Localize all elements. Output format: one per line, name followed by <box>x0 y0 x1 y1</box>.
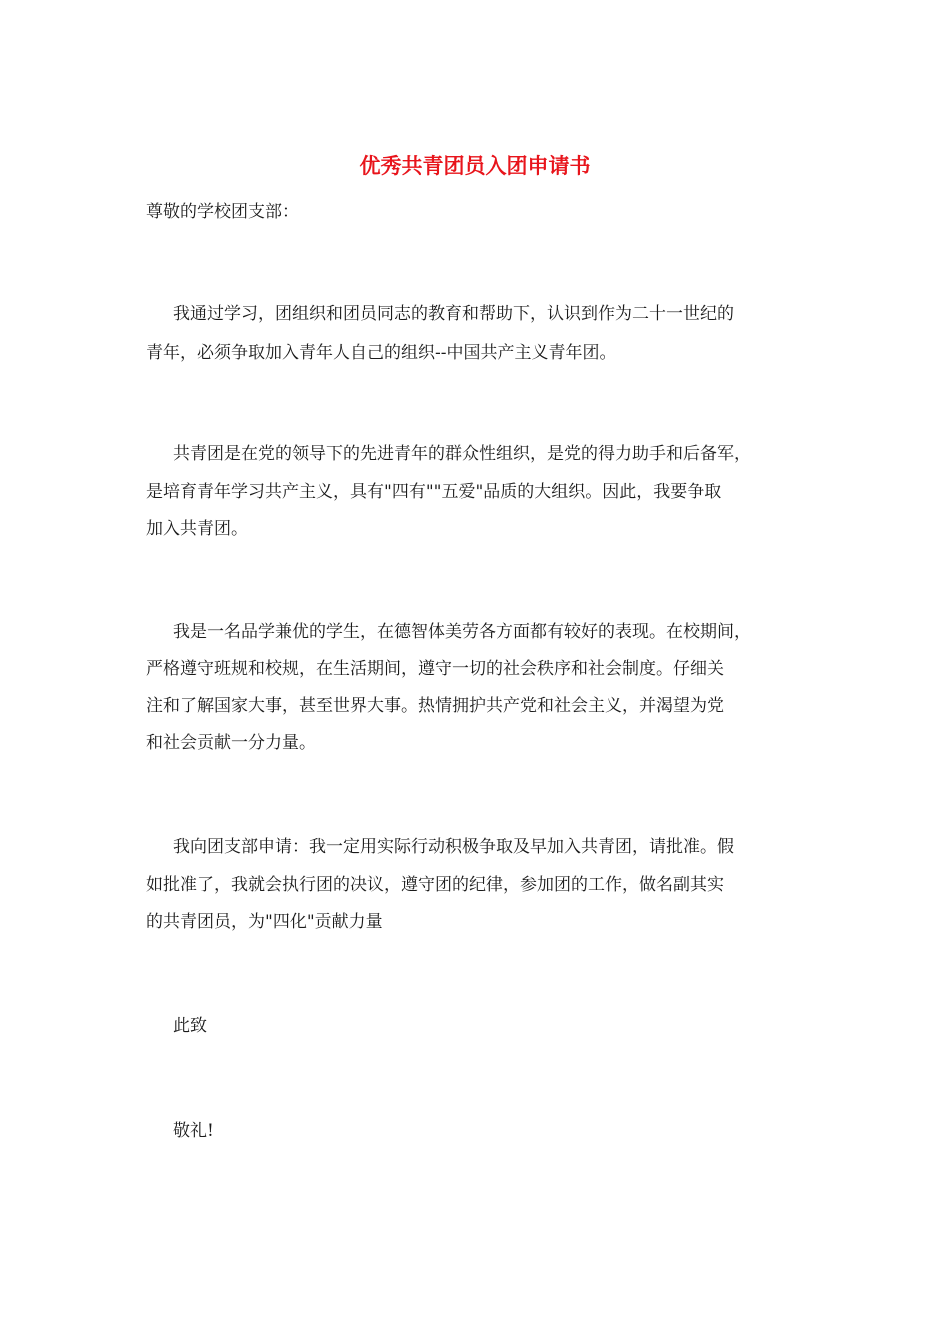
paragraph-line: 和社会贡献一分力量。 <box>146 733 316 753</box>
paragraph-line: 青年，必须争取加入青年人自己的组织--中国共产主义青年团。 <box>146 343 617 363</box>
document-title: 优秀共青团员入团申请书 <box>359 154 591 178</box>
closing: 此致 <box>173 1016 207 1036</box>
salutation: 尊敬的学校团支部： <box>146 202 299 222</box>
paragraph-line: 我是一名品学兼优的学生，在德智体美劳各方面都有较好的表现。在校期间， <box>173 622 751 642</box>
regards: 敬礼! <box>173 1121 214 1141</box>
paragraph-line: 严格遵守班规和校规，在生活期间，遵守一切的社会秩序和社会制度。仔细关 <box>146 659 724 679</box>
paragraph-line: 的共青团员，为"四化"贡献力量 <box>146 912 383 932</box>
paragraph-line: 如批准了，我就会执行团的决议，遵守团的纪律，参加团的工作，做名副其实 <box>146 875 724 895</box>
paragraph-line: 是培育青年学习共产主义，具有"四有""五爱"品质的大组织。因此，我要争取 <box>146 482 722 502</box>
paragraph-line: 我向团支部申请：我一定用实际行动积极争取及早加入共青团，请批准。假 <box>173 837 734 857</box>
paragraph-line: 共青团是在党的领导下的先进青年的群众性组织，是党的得力助手和后备军， <box>173 444 751 464</box>
paragraph-line: 我通过学习，团组织和团员同志的教育和帮助下，认识到作为二十一世纪的 <box>173 304 734 324</box>
paragraph-line: 加入共青团。 <box>146 519 248 539</box>
paragraph-line: 注和了解国家大事，甚至世界大事。热情拥护共产党和社会主义，并渴望为党 <box>146 696 724 716</box>
